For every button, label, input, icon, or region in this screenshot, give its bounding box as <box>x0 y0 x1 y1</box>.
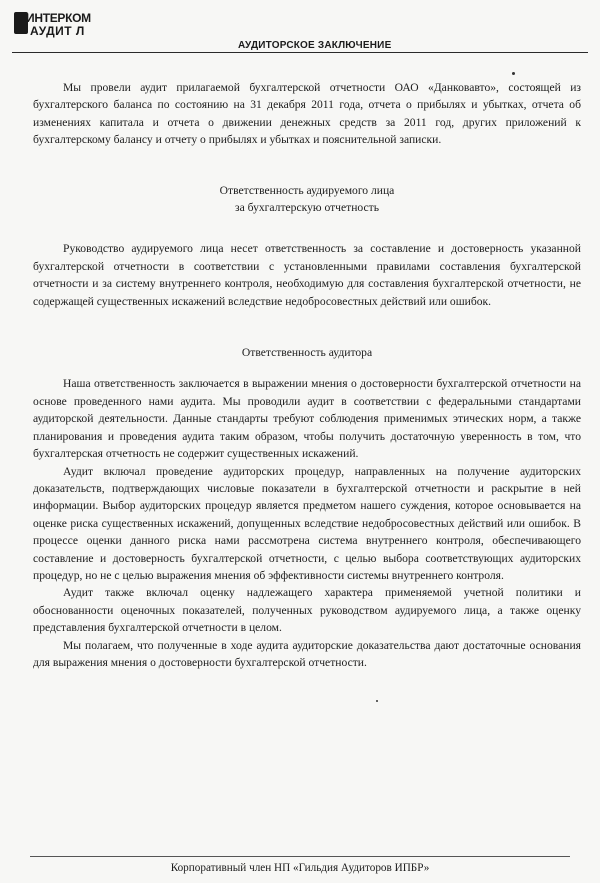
document-body <box>33 79 581 671</box>
logo-line-1: ИНТЕРКОМ <box>26 11 91 25</box>
paragraph-entity-responsibility: Руководство аудируемого лица несет ответственность за составление и достоверность указанной бухгалтерской отчетности в соответствии с установленными правилами составления бухгалтерской отчетности и за систему внутреннего контроля, необходимую для составления бухгалтерской отчетности, не содержащей существенных искажений вследствие недобросовестных действий или ошибок. <box>33 242 581 308</box>
scan-speck <box>512 72 515 75</box>
company-logo <box>14 10 96 38</box>
footer-text: Корпоративный член НП «Гильдия Аудиторов ИПБР» <box>170 862 430 874</box>
paragraph-intro: Мы провели аудит прилагаемой бухгалтерской отчетности ОАО «Данковавто», состоящей из бухгалтерского баланса по состоянию на 31 декабря 2011 года, отчета о прибылях и убытках, отчета об изменениях капитала и отчета о движении денежных средств за 2011 год, других приложений к бухгалтерскому балансу и отчету о прибылях и убытках и пояснительной записки. <box>33 81 581 147</box>
paragraph-auditor-responsibility: Наша ответственность заключается в выражении мнения о достоверности бухгалтерской отчетности на основе проведенного нами аудита. Мы проводили аудит в соответствии с федеральными стандартами аудиторской деятельности. Данные стандарты требуют соблюдения применимых этических норм, а также планирования и проведения аудита таким образом, чтобы получить достаточную уверенность в том, что бухгалтерская отчетность не содержит существенных искажений. <box>33 377 581 461</box>
logo-line-2: АУДИТ Л <box>30 24 85 38</box>
footer-divider <box>30 856 570 857</box>
paragraph-audit-procedures: Аудит включал проведение аудиторских процедур, направленных на получение аудиторских доказательств, подтверждающих числовые показатели в бухгалтерской отчетности и раскрытие в ней информации. Выбор аудиторских процедур является предметом нашего суждения, которое основывается на оценке риска существенных искажений, допущенных вследствие недобросовестных действий или ошибок. В процессе оценки данного риска нами рассмотрена система внутреннего контроля, обеспечивающего составление и достоверность бухгалтерской отчетности, с целью выбора соответствующих аудиторских процедур, но не с целью выражения мнения об эффективности системы внутреннего контроля. <box>33 464 581 582</box>
scan-speck <box>376 700 378 702</box>
logo-text <box>26 12 91 38</box>
header-divider <box>12 52 588 53</box>
paragraph-audit-evaluation: Аудит также включал оценку надлежащего характера применяемой учетной политики и обоснованности оценочных показателей, полученных руководством аудируемого лица, а также оценку представления бухгалтерской отчетности в целом. <box>33 586 581 635</box>
paragraph-conclusion: Мы полагаем, что полученные в ходе аудита аудиторские доказательства дают достаточные основания для выражения мнения о достоверности бухгалтерской отчетности. <box>33 638 581 669</box>
page-title: АУДИТОРСКОЕ ЗАКЛЮЧЕНИЕ <box>238 40 392 51</box>
section-heading-entity-line2: за бухгалтерскую отчетность <box>235 201 379 215</box>
section-heading-entity-line1: Ответственность аудируемого лица <box>219 183 395 197</box>
section-heading-auditor: Ответственность аудитора <box>241 346 373 360</box>
